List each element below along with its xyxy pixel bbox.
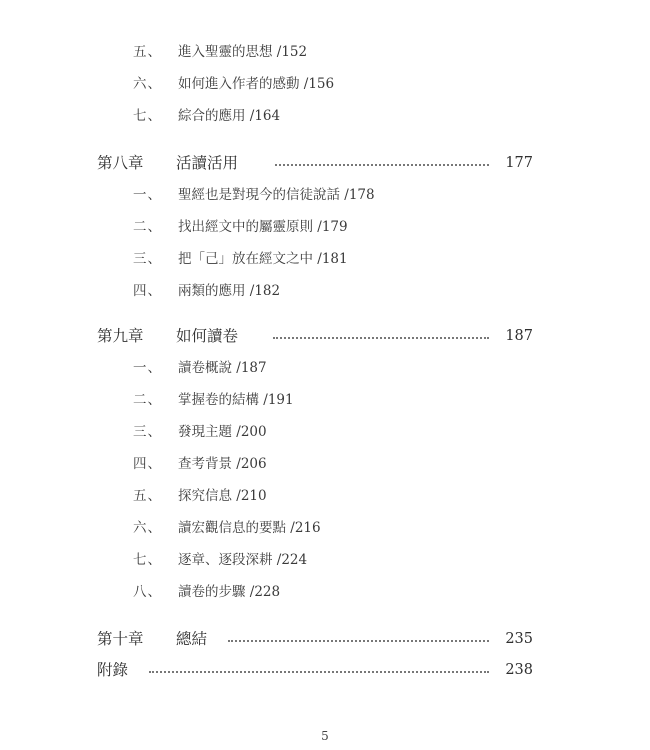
dot-leader [275,164,489,166]
subitem-number: 五、 [133,488,162,504]
subitem-text: 兩類的應用 /182 [178,283,281,299]
chapter-page: 187 [505,328,533,344]
toc-subitem [133,280,280,302]
toc-subitem [133,73,334,95]
subitem-number: 三、 [133,424,162,440]
subitem-number: 七、 [133,552,162,568]
subitem-text: 如何進入作者的感動 /156 [178,76,335,92]
toc-subitem [133,517,321,539]
toc-subitem [133,453,267,475]
subitem-number: 四、 [133,283,162,299]
subitem-number: 二、 [133,219,162,235]
dot-leader [228,640,489,642]
subitem-number: 六、 [133,520,162,536]
chapter-title: 如何讀卷 [176,327,239,345]
subitem-text: 進入聖靈的思想 /152 [178,44,308,60]
toc-subitem [133,184,375,206]
toc-subitem [133,105,280,127]
toc-subitem [133,216,348,238]
dot-leader [149,671,489,673]
chapter-title: 活讀活用 [176,154,239,172]
appendix-page: 238 [505,662,533,678]
subitem-text: 讀卷的步驟 /228 [178,584,281,600]
chapter-page: 235 [505,631,533,647]
subitem-number: 二、 [133,392,162,408]
subitem-text: 讀宏觀信息的要點 /216 [178,520,321,536]
subitem-text: 探究信息 /210 [178,488,267,504]
subitem-text: 聖經也是對現今的信徒說話 /178 [178,187,375,203]
toc-chapter-9 [97,324,533,348]
appendix-title: 附錄 [97,661,129,679]
page-number: 5 [321,729,329,743]
subitem-text: 發現主題 /200 [178,424,267,440]
toc-subitem [133,421,267,443]
subitem-number: 一、 [133,187,162,203]
toc-subitem [133,549,307,571]
subitem-text: 讀卷概說 /187 [178,360,267,376]
chapter-page: 177 [505,155,533,171]
subitem-text: 把「己」放在經文之中 /181 [178,251,348,267]
dot-leader [273,337,489,339]
toc-subitem [133,41,307,63]
subitem-number: 三、 [133,251,162,267]
subitem-number: 四、 [133,456,162,472]
subitem-text: 綜合的應用 /164 [178,108,281,124]
toc-subitem [133,389,294,411]
subitem-number: 七、 [133,108,162,124]
toc-subitem [133,248,348,270]
subitem-text: 查考背景 /206 [178,456,267,472]
subitem-text: 掌握卷的結構 /191 [178,392,294,408]
chapter-number: 第九章 [97,327,144,345]
subitem-number: 一、 [133,360,162,376]
toc-appendix [97,658,533,682]
subitem-number: 六、 [133,76,162,92]
toc-subitem [133,581,280,603]
chapter-number: 第十章 [97,630,144,648]
toc-chapter-8 [97,151,533,175]
subitem-number: 五、 [133,44,162,60]
subitem-text: 逐章、逐段深耕 /224 [178,552,308,568]
toc-chapter-10 [97,627,533,651]
toc-subitem [133,357,267,379]
chapter-title: 總結 [176,630,208,648]
toc-subitem [133,485,267,507]
subitem-number: 八、 [133,584,162,600]
subitem-text: 找出經文中的屬靈原則 /179 [178,219,348,235]
chapter-number: 第八章 [97,154,144,172]
